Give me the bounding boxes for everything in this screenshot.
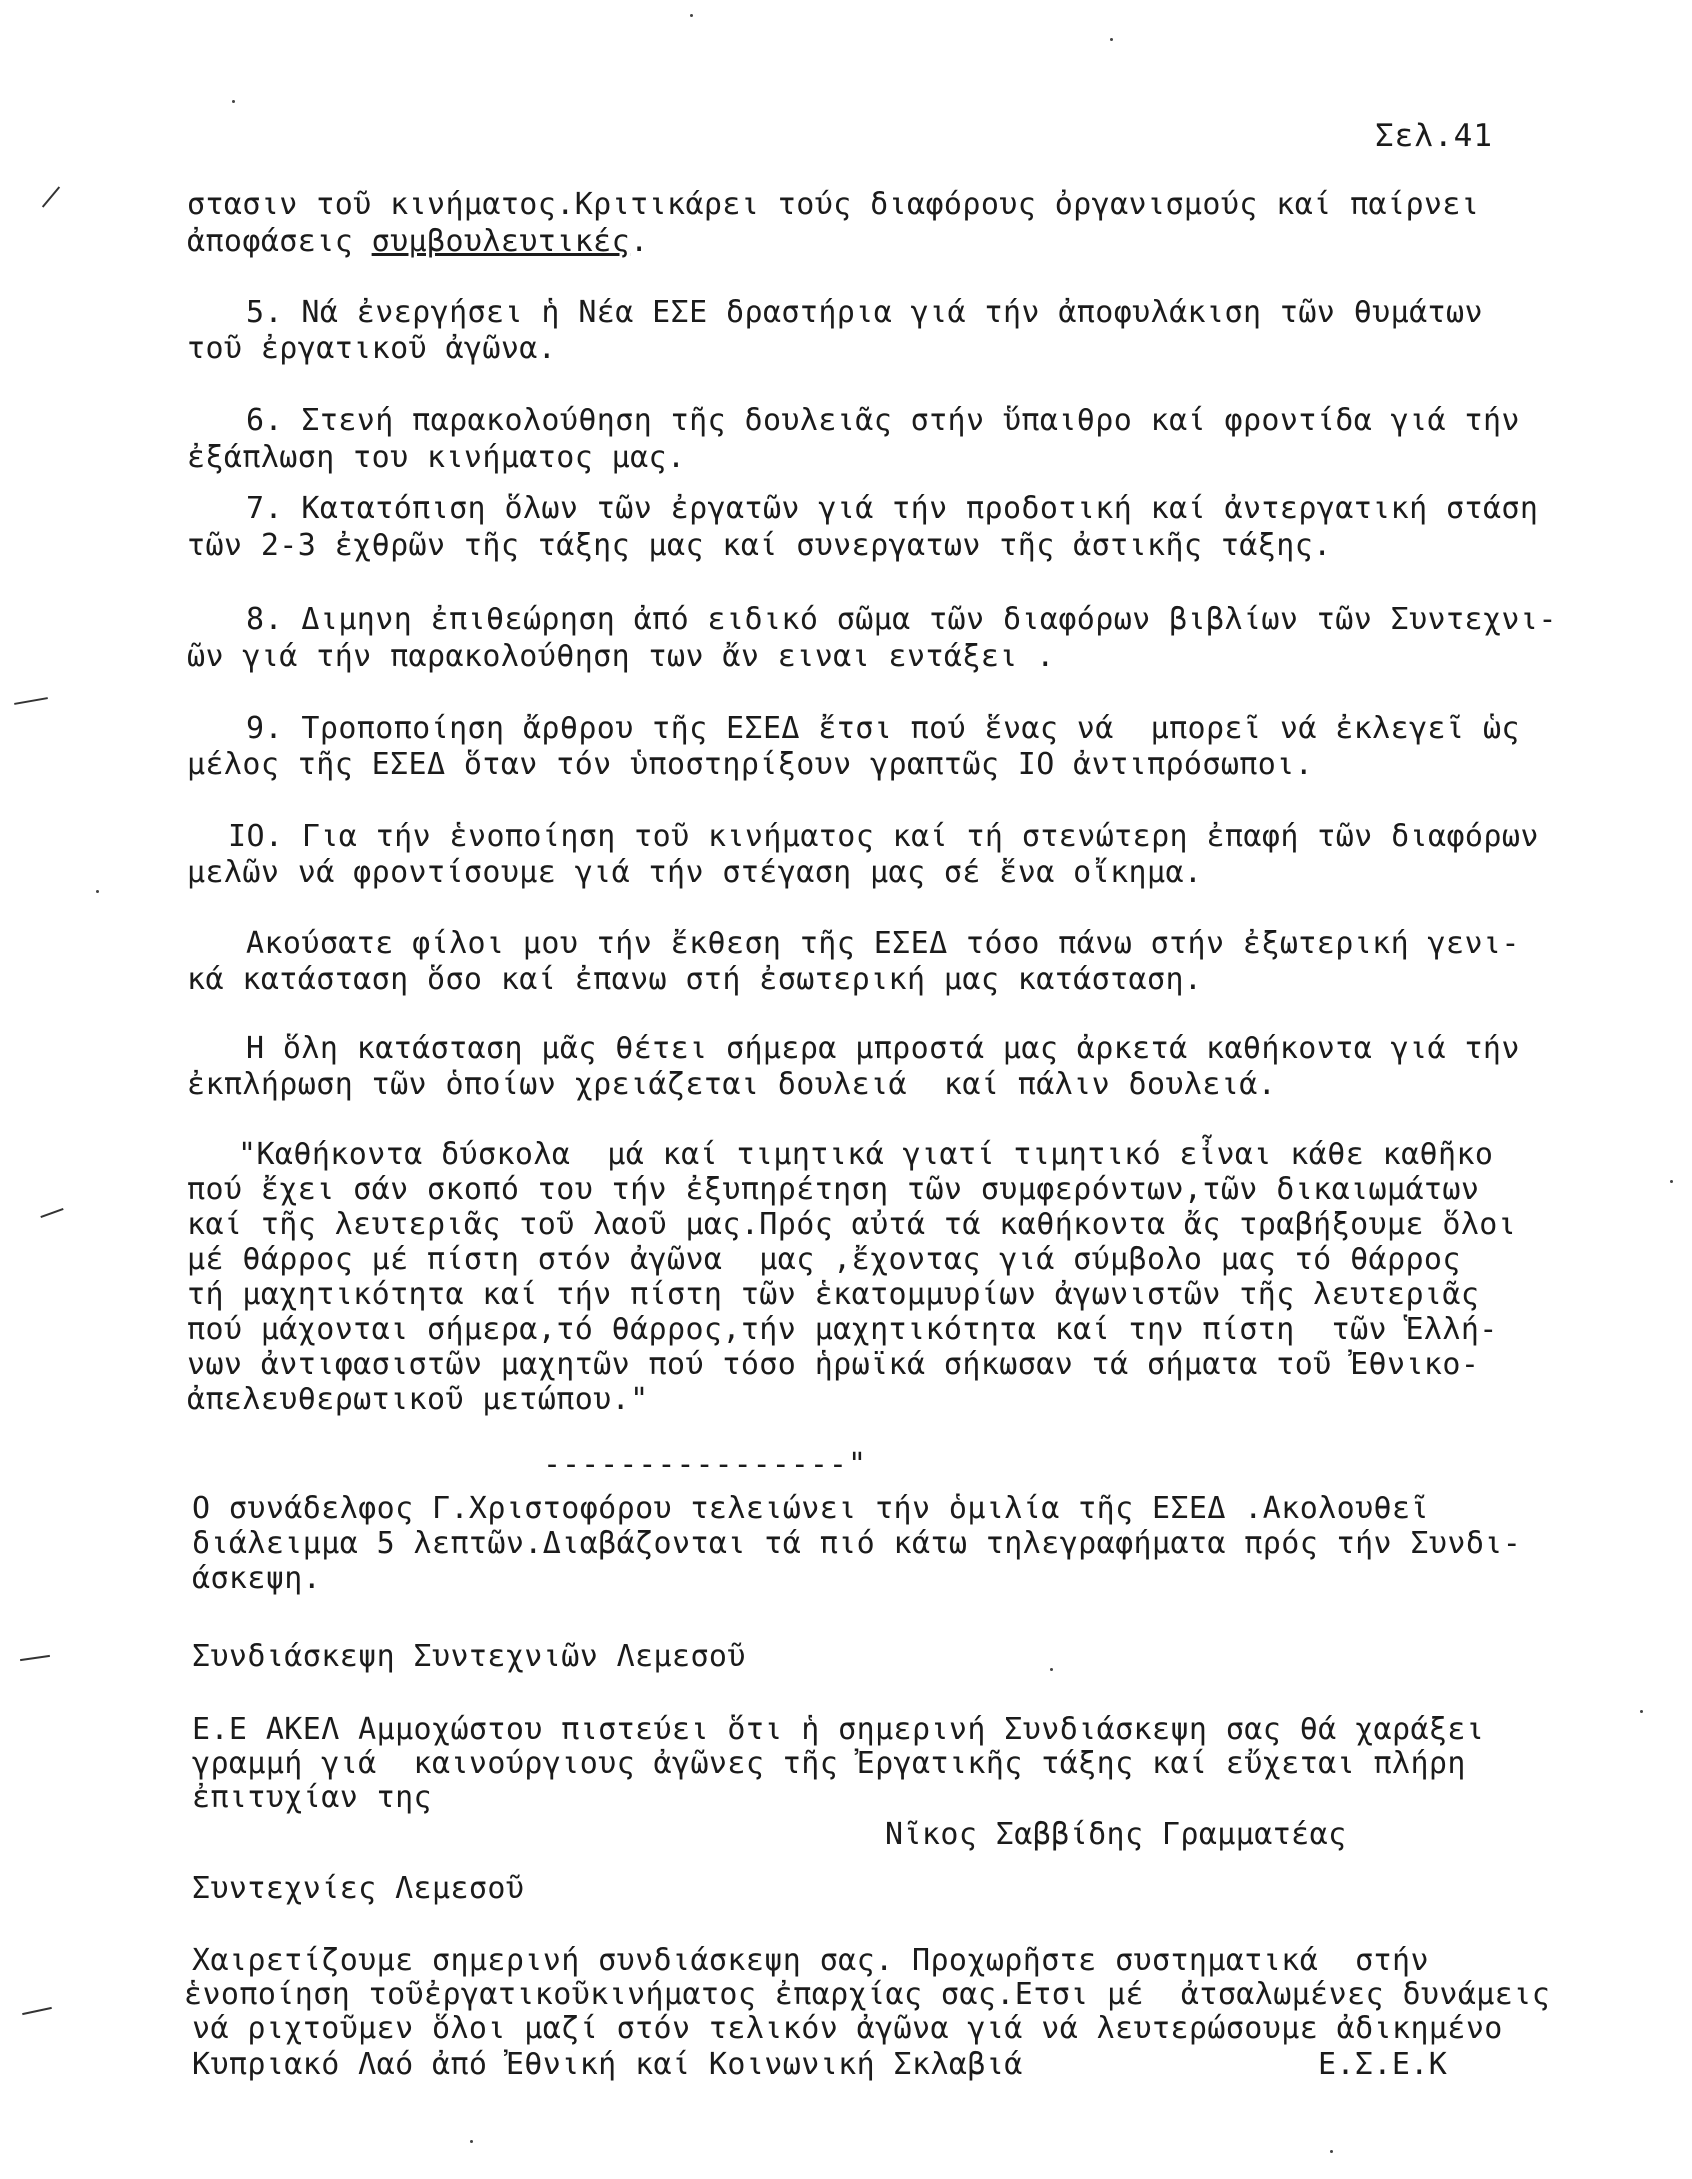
intro-line-1: στασιν τοῦ κινήματος.Κριτικάρει τούς διαφόρους ὀργανισμούς καί παίρνει [187,187,1480,222]
scan-speck [1050,1668,1053,1671]
list-item-5-line-1: 5. Νά ἐνεργήσει ἡ Νέα ΕΣΕ δραστήρια γιά τήν ἀποφυλάκιση τῶν θυμάτων [246,295,1483,330]
list-item-10-line-1: ΙΟ. Για τήν ἑνοποίηση τοῦ κινήματος καί τή στενώτερη ἐπαφή τῶν διαφόρων [228,819,1539,854]
scan-speck [96,890,99,893]
telegram2-heading: Συντεχνίες Λεμεσοῦ [192,1871,525,1906]
oli-line-1: Η ὅλη κατάσταση μᾶς θέτει σήμερα μπροστά μας ἀρκετά καθήκοντα γιά τήν [246,1031,1520,1066]
scan-mark [40,1208,63,1218]
scan-mark [14,697,48,705]
list-item-10-line-2: μελῶν νά φροντίσουμε γιά τήν στέγαση μας σέ ἕνα οἴκημα. [187,855,1203,890]
quote-line-5: τή μαχητικότητα καί τήν πίστη τῶν ἑκατομμυρίων ἀγωνιστῶν τῆς λευτεριᾶς [187,1277,1480,1312]
quote-line-8: ἀπελευθερωτικοῦ μετώπου." [187,1382,649,1417]
list-item-8-line-2: ῶν γιά τήν παρακολούθηση των ἄν ειναι εντάξει . [187,639,1055,674]
list-item-6-line-2: ἐξάπλωση του κινήματος μας. [187,440,686,475]
scan-speck [1110,38,1113,41]
telegram2-line-2: ἑνοποίηση τοῦἐργατικοῦκινήματος ἐπαρχίας σας.Ετσι μέ ἀτσαλωμένες δυνάμεις [184,1977,1551,2012]
section-divider: ----------------" [543,1447,868,1482]
scan-speck [232,100,235,103]
telegram2-line-3: νά ριχτοῦμεν ὅλοι μαζί στόν τελικόν ἀγῶνα γιά νά λευτερώσουμε ἀδικημένο [192,2011,1503,2046]
scan-speck [1640,1710,1643,1713]
item-number: 7. [246,491,283,526]
scan-speck [1330,2150,1333,2153]
akousate-line-1: Ακούσατε φίλοι μου τήν ἔκθεση τῆς ΕΣΕΔ τόσο πάνω στήν ἐξωτερική γενι- [246,926,1520,961]
telegram1-signature: Νῖκος Σαββίδης Γραμματέας [885,1817,1347,1852]
closing-line-2: διάλειμμα 5 λεπτῶν.Διαβάζονται τά πιό κάτω τηλεγραφήματα πρός τήν Συνδι- [192,1526,1522,1561]
quote-line-4: μέ θάρρος μέ πίστη στόν ἀγῶνα μας ,ἔχοντας γιά σύμβολο μας τό θάρρος [187,1242,1461,1277]
telegram2-line-4: Κυπριακό Λαό ἀπό Ἐθνική καί Κοινωνική Σκλαβιά [192,2047,1023,2082]
item-number: ΙΟ. [228,819,284,854]
list-item-9-line-1: 9. Τροποποίηση ἄρθρου τῆς ΕΣΕΔ ἔτσι πού ἕνας νά μπορεῖ νά ἐκλεγεῖ ὡς [246,711,1520,746]
underlined-word: συμβουλευτικές [371,224,631,259]
scan-speck [1670,1180,1673,1183]
akousate-line-2: κά κατάσταση ὅσο καί ἐπανω στή ἐσωτερική μας κατάσταση. [187,962,1203,997]
scan-mark [42,186,60,207]
item-number: 6. [246,403,283,438]
closing-line-3: άσκεψη. [192,1561,322,1596]
telegram1-heading: Συνδιάσκεψη Συντεχνιῶν Λεμεσοῦ [192,1639,746,1674]
list-item-5-line-2: τοῦ ἐργατικοῦ ἀγῶνα. [187,331,557,366]
list-item-7-line-2: τῶν 2-3 ἐχθρῶν τῆς τάξης μας καί συνεργατων τῆς ἀστικῆς τάξης. [187,528,1332,563]
quote-line-1: "Καθήκοντα δύσκολα μά καί τιμητικά γιατί τιμητικό εἶναι κάθε καθῆκο [238,1137,1494,1172]
closing-line-1: Ο συνάδελφος Γ.Χριστοφόρου τελειώνει τήν ὁμιλία τῆς ΕΣΕΔ .Ακολουθεῖ [192,1491,1429,1526]
item-number: 9. [246,711,283,746]
telegram1-line-2: γραμμή γιά καινούργιους ἀγῶνες τῆς Ἐργατικῆς τάξης καί εὔχεται πλήρη [192,1746,1466,1781]
quote-line-6: πού μάχονται σήμερα,τό θάρρος,τήν μαχητικότητα καί την πίστη τῶν Ἑλλή- [187,1312,1498,1347]
quote-line-7: νων ἀντιφασιστῶν μαχητῶν πού τόσο ἡρωϊκά σήκωσαν τά σήματα τοῦ Ἐθνικο- [187,1347,1480,1382]
intro-line-2: ἀποφάσεις συμβουλευτικές. [187,224,649,259]
item-number: 8. [246,602,283,637]
oli-line-2: ἐκπλήρωση τῶν ὁποίων χρειάζεται δουλειά καί πάλιν δουλειά. [187,1067,1277,1102]
page-number: Σελ.41 [1375,118,1493,154]
telegram2-signature: Ε.Σ.Ε.Κ [1318,2047,1448,2082]
list-item-6-line-1: 6. Στενή παρακολούθηση τῆς δουλειᾶς στήν ὕπαιθρο καί φροντίδα γιά τήν [246,403,1520,438]
scan-speck [690,14,693,17]
item-number: 5. [246,295,283,330]
scan-speck [470,2140,473,2143]
quote-line-3: καί τῆς λευτεριᾶς τοῦ λαοῦ μας.Πρός αὐτά τά καθήκοντα ἄς τραβήξουμε ὅλοι [187,1207,1517,1242]
telegram1-line-1: Ε.Ε ΑΚΕΛ Αμμοχώστου πιστεύει ὅτι ἡ σημερινή Συνδιάσκεψη σας θά χαράξει [192,1712,1485,1747]
telegram1-line-3: ἐπιτυχίαν της [192,1780,432,1815]
telegram2-line-1: Χαιρετίζουμε σημερινή συνδιάσκεψη σας. Προχωρῆστε συστηματικά στήν [192,1943,1429,1978]
list-item-7-line-1: 7. Κατατόπιση ὅλων τῶν ἐργατῶν γιά τήν προδοτική καί ἀντεργατική στάση [246,491,1539,526]
list-item-9-line-2: μέλος τῆς ΕΣΕΔ ὅταν τόν ὑποστηρίξουν γραπτῶς ΙΟ ἀντιπρόσωποι. [187,747,1314,782]
list-item-8-line-1: 8. Διμηνη ἐπιθεώρηση ἀπό ειδικό σῶμα τῶν διαφόρων βιβλίων τῶν Συντεχνι- [246,602,1557,637]
scan-mark [20,1655,50,1661]
quote-line-2: πού ἔχει σάν σκοπό του τήν ἐξυπηρέτηση τῶν συμφερόντων,τῶν δικαιωμάτων [187,1172,1480,1207]
scan-mark [22,2007,52,2015]
